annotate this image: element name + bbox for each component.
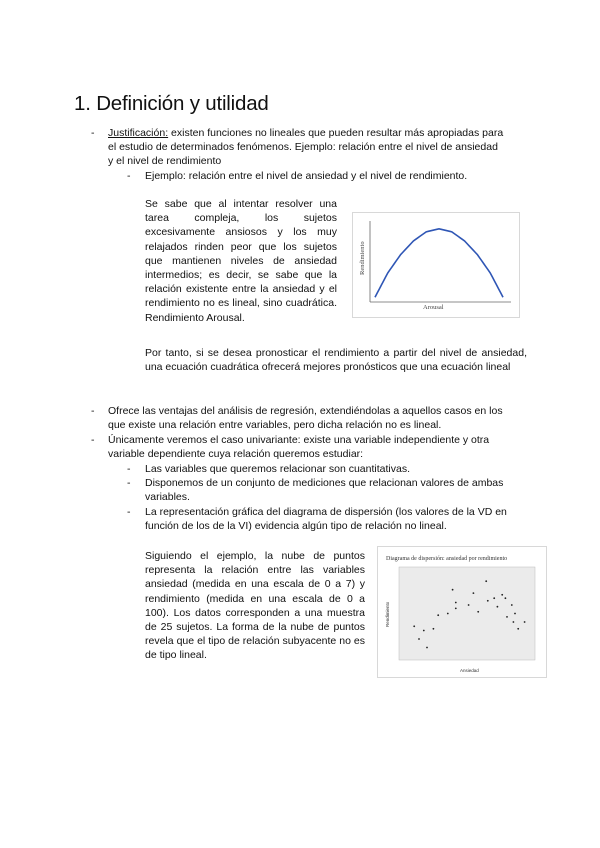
sub-bullet-measurements-l2: variables.: [145, 491, 190, 504]
scatter-point: [433, 628, 435, 630]
scatter-point: [513, 621, 515, 623]
sub-bullet-scatter-l2: función de los de la VI) evidencia algún tipo de relación no lineal.: [145, 520, 447, 533]
sub-bullet-quantitative: Las variables que queremos relacionar son cuantitativas.: [145, 463, 410, 475]
justification-label: Justificación:: [108, 127, 169, 139]
bullet-dash: -: [91, 127, 95, 139]
scatter-point: [468, 604, 470, 606]
scatter-point: [413, 625, 415, 627]
scatter-chart: [378, 547, 546, 677]
scatter-xlabel: Ansiedad: [460, 668, 479, 673]
scatter-point: [473, 592, 475, 594]
justification-text-l1: existen funciones no lineales que pueden resultar más apropiadas para: [168, 127, 504, 139]
scatter-point: [423, 630, 425, 632]
scatter-title: Diagrama de dispersión: ansiedad por rendimiento: [386, 556, 508, 562]
scatter-point: [501, 594, 503, 596]
scatter-point: [524, 621, 526, 623]
paragraph-anxiety-performance: Se sabe que al intentar resolver una tarea compleja, los sujetos excesivamente ansiosos y los muy relajados rinden peor que los sujetos que mantienen niveles de ansiedad intermedios; es decir, se sabe que la relación existente entre la ansiedad y el rendimiento no es lineal, sino cuadrática. Rendimiento Arousal.: [145, 198, 337, 324]
bullet-dash: -: [91, 434, 95, 446]
univariate-l1: Únicamente veremos el caso univariante: existe una variable independiente y otra: [108, 434, 490, 446]
justification-block: [108, 126, 528, 169]
arousal-figure: [352, 212, 520, 318]
sub-bullet-dash: -: [127, 170, 131, 182]
sub-bullet-dash: -: [127, 506, 131, 518]
offers-block: [108, 404, 538, 432]
scatter-point: [506, 616, 508, 618]
scatter-point: [437, 614, 439, 616]
sub-bullet-measurements: [145, 476, 535, 504]
arousal-chart: [353, 213, 519, 317]
arousal-xlabel: Arousal: [423, 304, 444, 311]
arousal-ylabel: Rendimiento: [359, 241, 366, 275]
paragraph-scatter-example: Siguiendo el ejemplo, la nube de puntos representa la relación entre las variables ansiedad (medida en una escala de 0 a 7) y rendimiento (medida en una escala de 0 a 100). Los datos corresponden a una muestra de 25 sujetos. La forma de la nube de puntos revela que el tipo de relación subyacente no es de tipo lineal.: [145, 550, 365, 662]
scatter-point: [505, 597, 507, 599]
scatter-point: [517, 628, 519, 630]
paragraph-quadratic: Por tanto, si se desea pronosticar el rendimiento a partir del nivel de ansiedad, una ecuación cuadrática ofrecerá mejores pronósticos que una ecuación lineal: [145, 347, 527, 374]
univariate-block: [108, 433, 538, 461]
scatter-point: [511, 604, 513, 606]
page-title: 1. Definición y utilidad: [74, 92, 269, 115]
example-line: Ejemplo: relación entre el nivel de ansiedad y el nivel de rendimiento.: [145, 170, 468, 182]
sub-bullet-measurements-l1: Disponemos de un conjunto de mediciones que relacionan valores de ambas: [145, 477, 504, 489]
scatter-point: [487, 600, 489, 602]
offers-l2: que existe una relación entre variables, pero dicha relación no es lineal.: [108, 419, 442, 432]
univariate-l2: variable dependiente cuya relación queremos estudiar:: [108, 448, 364, 461]
offers-l1: Ofrece las ventajas del análisis de regresión, extendiéndolas a aquellos casos en los: [108, 405, 503, 417]
sub-bullet-dash: -: [127, 477, 131, 489]
sub-bullet-dash: -: [127, 463, 131, 475]
arousal-curve: [375, 229, 503, 297]
scatter-point: [455, 608, 457, 610]
sub-bullet-scatter: [145, 505, 535, 533]
scatter-point: [447, 613, 449, 615]
scatter-point: [514, 613, 516, 615]
sub-bullet-scatter-l1: La representación gráfica del diagrama de dispersión (los valores de la VD en: [145, 506, 507, 518]
justification-text-l3: y el nivel de rendimiento: [108, 155, 222, 168]
scatter-point: [426, 647, 428, 649]
bullet-dash: -: [91, 405, 95, 417]
scatter-point: [418, 638, 420, 640]
scatter-point: [493, 597, 495, 599]
justification-text-l2: el estudio de determinados fenómenos. Ejemplo: relación entre el nivel de ansiedad: [108, 141, 498, 154]
scatter-point: [497, 606, 499, 608]
scatter-point: [452, 589, 454, 591]
scatter-figure: [377, 546, 547, 678]
scatter-point: [477, 611, 479, 613]
scatter-point: [485, 580, 487, 582]
scatter-point: [455, 602, 457, 604]
scatter-ylabel: Rendimiento: [385, 601, 390, 627]
